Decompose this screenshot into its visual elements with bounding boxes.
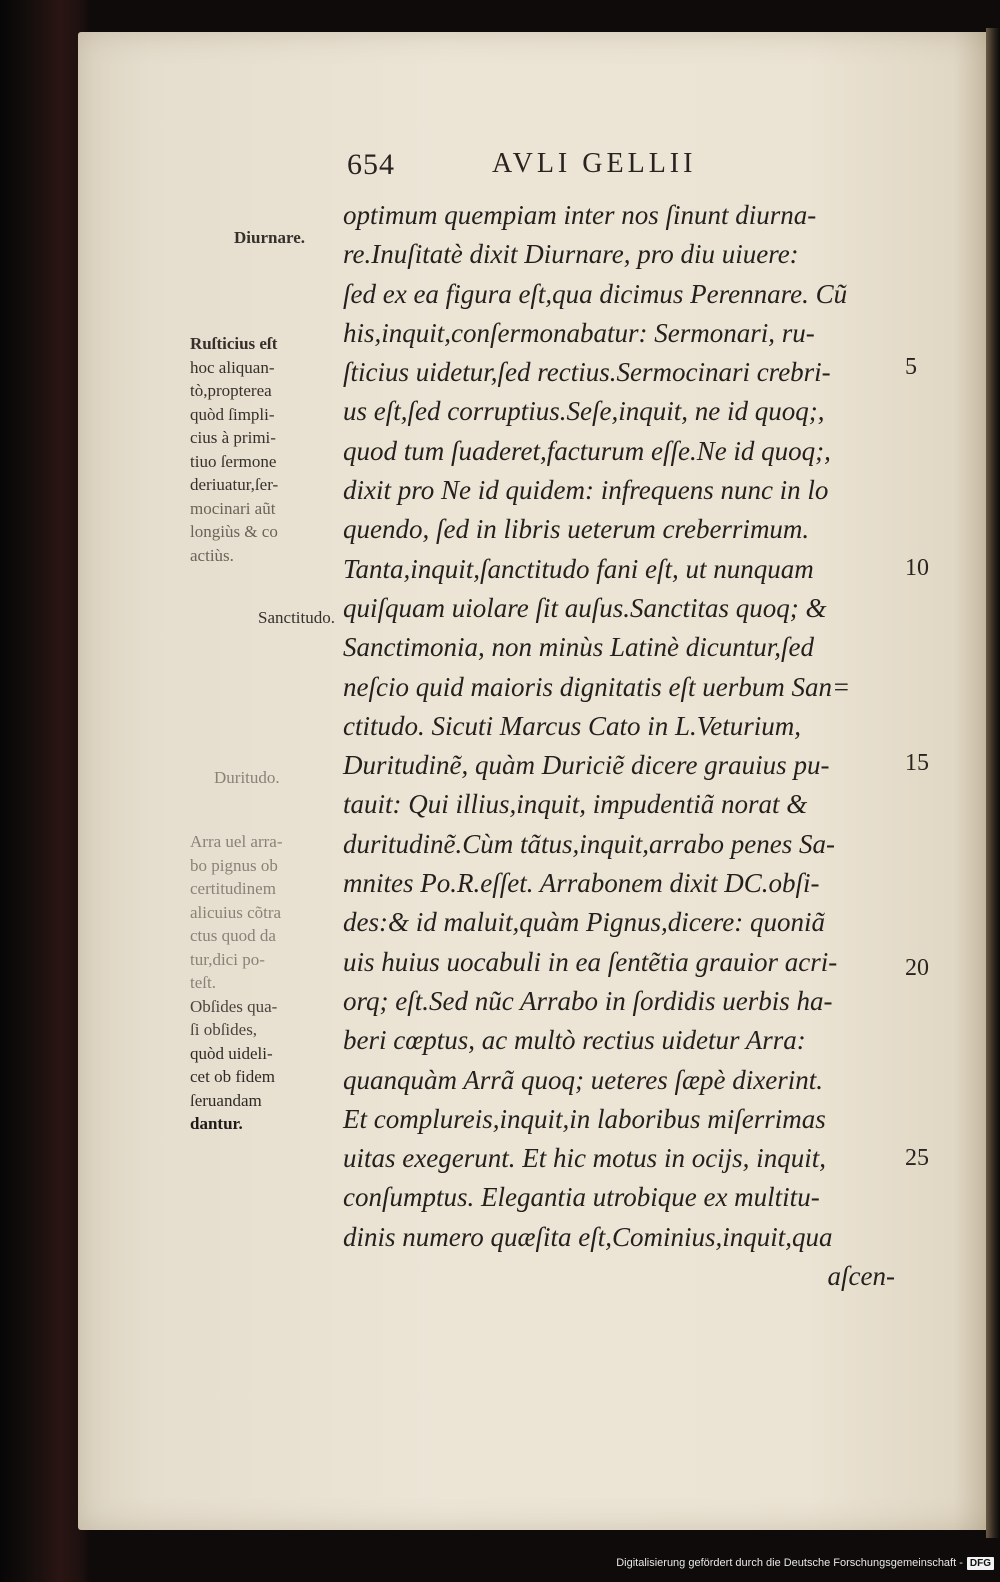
text-line: des:& id maluit,quàm Pignus,dicere: quoniã [343, 907, 825, 938]
text-line: dixit pro Ne id quidem: infrequens nunc in lo [343, 475, 829, 506]
margin-note-sanctitudo [190, 606, 335, 630]
page-number: 654 [347, 148, 395, 181]
note-line: quòd ſimpli- [190, 404, 275, 424]
text-line: ſticius uidetur,ſed rectius.Sermocinari crebri- [343, 357, 831, 388]
text-line: uitas exegerunt. Et hic motus in ocijs, inquit, [343, 1143, 826, 1174]
text-line: ctitudo. Sicuti Marcus Cato in L.Veturium, [343, 710, 801, 741]
footer-credit [616, 1550, 994, 1576]
note-line: dantur. [190, 1114, 243, 1133]
note-line: cius à primi- [190, 428, 276, 447]
text-line: uis huius uocabuli in ea ſentẽtia grauior acri- [343, 946, 838, 977]
note-line: Duritudo. [214, 768, 280, 787]
dfg-logo: DFG [967, 1557, 994, 1570]
note-line: teſt. [190, 973, 216, 992]
note-line: Obſides qua- [190, 996, 278, 1016]
note-line: tò,propterea [190, 381, 272, 400]
margin-note-rusticius [190, 332, 340, 567]
note-line: Sanctitudo. [258, 608, 335, 627]
text-line: duritudinẽ.Cùm tãtus,inquit,arrabo penes Sa- [343, 828, 835, 859]
margin-note-duritudo [214, 766, 364, 790]
page-header [347, 148, 827, 188]
text-line: tauit: Qui illius,inquit, impudentiã norat & [343, 789, 808, 820]
note-line: ſeruandam [190, 1090, 262, 1110]
text-line: Et complureis,inquit,in laboribus miſerrimas [343, 1103, 826, 1134]
line-number: 20 [905, 955, 929, 981]
text-line: optimum quempiam inter nos ſinunt diurna- [343, 200, 817, 230]
note-line: bo pignus ob [190, 855, 278, 875]
text-line: us eſt,ſed corruptius.Seſe,inquit, ne id quoq;, [343, 396, 825, 427]
text-line: conſumptus. Elegantia utrobique ex multitu- [343, 1182, 820, 1213]
note-line: Arra uel arra- [190, 832, 283, 851]
text-line: quendo, ſed in libris ueterum creberrimum. [343, 514, 810, 545]
margin-note-arra [190, 830, 340, 1136]
text-line: mnites Po.R.eſſet. Arrabonem dixit DC.obſi- [343, 868, 820, 899]
note-line: cet ob fidem [190, 1067, 275, 1086]
note-line: ſi obſides, [190, 1020, 258, 1039]
page-edge [986, 28, 1000, 1538]
line-number: 10 [905, 555, 929, 581]
note-line: mocinari aũt [190, 498, 276, 518]
text-line: Sanctimonia, non minùs Latinè dicuntur,ſed [343, 632, 814, 663]
note-line: tiuo ſermone [190, 451, 277, 471]
text-line: quod tum ſuaderet,facturum eſſe.Ne id quoq;, [343, 435, 831, 466]
text-line: ſed ex ea figura eſt,qua dicimus Perennare. Cũ [343, 278, 848, 309]
note-line: ctus quod da [190, 926, 276, 945]
line-number: 5 [905, 354, 917, 380]
catchword: aſcen- [827, 1261, 895, 1292]
note-line: alicuius cõtra [190, 902, 282, 922]
text-line: dinis numero quæſita eſt,Cominius,inquit,qua [343, 1221, 833, 1252]
note-line: longiùs & co [190, 522, 278, 541]
running-title: AVLI GELLII [492, 148, 697, 179]
note-line: hoc aliquan- [190, 357, 275, 377]
note-line: Ruſticius eſt [190, 334, 278, 353]
text-line: beri cœptus, ac multò rectius uidetur Arra: [343, 1025, 806, 1056]
text-line: his,inquit,conſermonabatur: Sermonari, ru- [343, 317, 815, 348]
line-number: 15 [905, 750, 929, 776]
text-line: Tanta,inquit,ſanctitudo fani eſt, ut nunquam [343, 553, 814, 584]
body-text [343, 196, 903, 1296]
text-line: orq; eſt.Sed nũc Arrabo in ſordidis uerbis ha- [343, 985, 833, 1016]
line-number: 25 [905, 1145, 929, 1171]
note-line: actiùs. [190, 545, 234, 565]
note-line: certitudinem [190, 879, 276, 898]
text-line: quiſquam uiolare ſit auſus.Sanctitas quoq; & [343, 592, 827, 623]
text-line: neſcio quid maioris dignitatis eſt uerbum San= [343, 671, 851, 702]
note-line: quòd uideli- [190, 1043, 273, 1063]
footer-credit-text: Digitalisierung gefördert durch die Deutsche Forschungsgemeinschaft - [616, 1557, 963, 1569]
note-line: deriuatur,ſer- [190, 475, 279, 494]
note-line: tur,dici po- [190, 949, 265, 969]
note-line: Diurnare. [234, 228, 305, 247]
text-line: Duritudinẽ, quàm Duriciẽ dicere grauius pu- [343, 750, 830, 781]
text-line: quanquàm Arrã quoq; ueteres ſæpè dixerint. [343, 1064, 823, 1095]
text-line: re.Inuſitatè dixit Diurnare, pro diu uiuere: [343, 239, 799, 270]
